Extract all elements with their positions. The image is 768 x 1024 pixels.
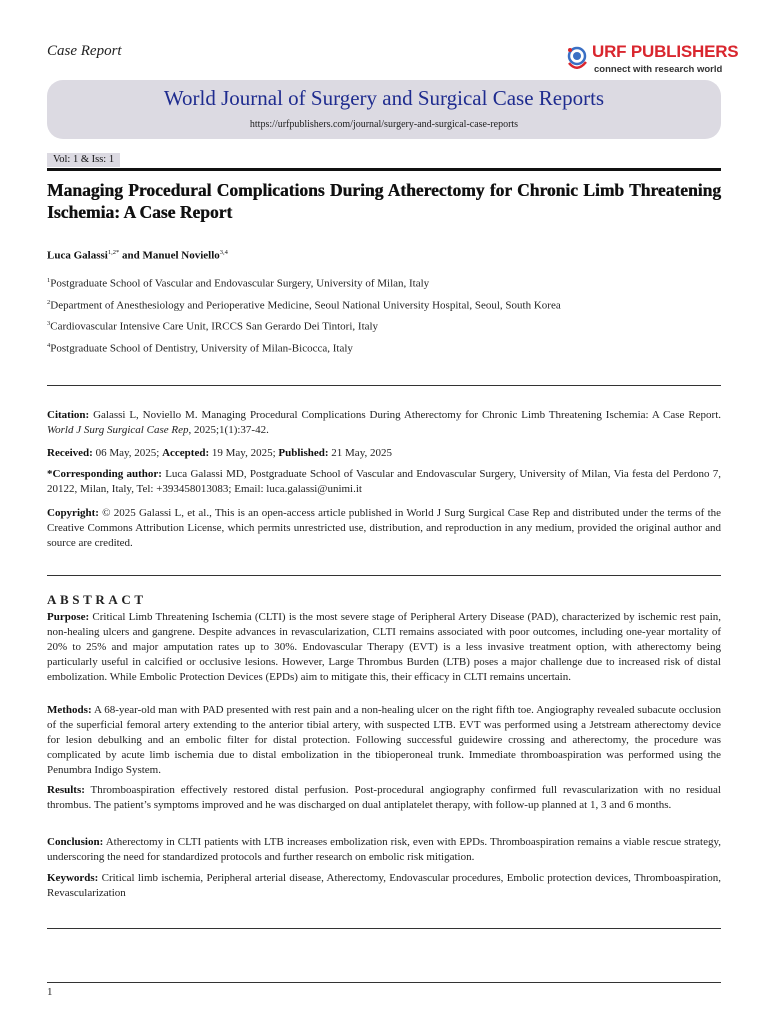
article-dates <box>47 446 721 461</box>
corresponding-author-label: *Corresponding author: <box>47 468 162 480</box>
abstract-methods <box>47 703 721 778</box>
abstract-purpose <box>47 610 721 685</box>
journal-url-link[interactable]: https://urfpublishers.com/journal/surgery-and-surgical-case-reports <box>249 119 519 130</box>
paper-title: Managing Procedural Complications During Atherectomy for Chronic Limb Threatening Ischemia: A Case Report <box>47 180 721 222</box>
affiliation-text: Postgraduate School of Dentistry, University of Milan-Bicocca, Italy <box>50 342 353 355</box>
keywords-text: Critical limb ischemia, Peripheral arterial disease, Atherectomy, Endovascular procedures, Embolic protection devices, Thromboaspiration, Revascularization <box>47 872 721 899</box>
header-divider <box>47 168 721 171</box>
section-divider <box>47 575 721 576</box>
affiliation-number: 3 <box>47 320 51 327</box>
published-date: 21 May, 2025 <box>331 447 392 459</box>
methods-text: A 68-year-old man with PAD presented with rest pain and a non-healing ulcer on the right fifth toe. Angiography revealed subacute occlusion of the superficial femoral artery extending to the anterior tibial artery, with suspected LTB. EVT was performed using a Jetstream atherectomy device for lesion debulking and an embolic filter for distal protection. Following successful guidewire crossing and atherectomy, the procedure was complicated by acute limb ischemia due to distal embolization in the tibioperoneal trunk. Immediate thromboaspiration was performed using the Penumbra Indigo System. <box>47 704 721 776</box>
conclusion-text: Atherectomy in CLTI patients with LTB increases embolization risk, even with EPDs. Thromboaspiration remains a viable rescue strategy, underscoring the need for standardized protocols and further research on embolic risk mitigation. <box>47 836 721 863</box>
conclusion-label: Conclusion: <box>47 836 104 848</box>
results-text: Thromboaspiration effectively restored distal perfusion. Post-procedural angiography confirmed full revascularization with no residual thrombus. The patient’s symptoms improved and he was discharged on dual antiplatelet therapy, with follow-up planned at 1, 3 and 6 months. <box>47 784 721 811</box>
copyright-text: © 2025 Galassi L, et al., This is an open-access article published in World J Surg Surgical Case Rep and distributed under the terms of the Creative Commons Attribution License, which permits unrestricted use, distribution, and reproduction in any medium, provided the original author and source are credited. <box>47 507 722 549</box>
abstract-keywords <box>47 871 721 901</box>
affiliation-text: Cardiovascular Intensive Care Unit, IRCCS San Gerardo Dei Tintori, Italy <box>50 320 379 333</box>
journal-title: World Journal of Surgery and Surgical Case Reports <box>163 86 605 110</box>
article-type-label: Case Report <box>47 43 122 59</box>
affiliation-item <box>47 299 561 312</box>
abstract-results <box>47 783 721 813</box>
affiliation-text: Department of Anesthesiology and Perioperative Medicine, Seoul National University Hospital, Seoul, South Korea <box>50 299 561 312</box>
copyright-label: Copyright: <box>47 507 99 519</box>
affiliation-item <box>47 277 429 290</box>
affiliation-item <box>47 320 378 333</box>
citation-journal: World J Surg Surgical Case Rep <box>47 424 189 436</box>
publisher-tagline: connect with research world <box>594 64 723 75</box>
author-name: Manuel Noviello <box>142 249 220 262</box>
accepted-date: 19 May, 2025; <box>211 447 276 459</box>
abstract-heading: ABSTRACT <box>47 592 147 607</box>
affiliation-item <box>47 342 353 355</box>
abstract-conclusion <box>47 835 721 865</box>
section-divider <box>47 385 721 386</box>
published-label: Published: <box>278 447 329 459</box>
affiliation-text: Postgraduate School of Vascular and Endovascular Surgery, University of Milan, Italy <box>50 277 430 290</box>
corresponding-author-text: Luca Galassi MD, Postgraduate School of Vascular and Endovascular Surgery, University of Milan, Via festa del Perdono 7, 20122, Milan, Italy, Tel: +393458013083; Email: luca.galassi@unimi.it <box>47 468 722 495</box>
footer-divider <box>47 982 721 983</box>
publisher-logo-icon <box>564 43 594 73</box>
author-name: Luca Galassi <box>47 249 108 262</box>
citation <box>47 408 721 438</box>
methods-label: Methods: <box>47 704 92 716</box>
purpose-label: Purpose: <box>47 611 90 623</box>
volume-issue-badge: Vol: 1 & Iss: 1 <box>47 153 120 167</box>
received-label: Received: <box>47 447 93 459</box>
page-number: 1 <box>47 986 53 998</box>
results-label: Results: <box>47 784 85 796</box>
author-joiner: and <box>119 249 143 262</box>
publisher-name: URF PUBLISHERS <box>592 42 739 61</box>
affiliation-number: 4 <box>47 342 51 349</box>
keywords-label: Keywords: <box>47 872 99 884</box>
affiliation-number: 1 <box>47 277 51 284</box>
purpose-text: Critical Limb Threatening Ischemia (CLTI) is the most severe stage of Peripheral Artery Disease (PAD), characterized by ischemic rest pain, non-healing ulcers and gangrene. Despite advances in revascularization, CLTI remains associated with poor outcomes, including one-year mortality of 20% to 25% and major amputation rates up to 30%. Endovascular Therapy (EVT) is a less invasive treatment option, with atherectomy being particularly useful in calcified or occlusive lesions. However, Large Thrombus Burden (LTB) poses a major challenge due to increased risk of distal embolization. While Embolic Protection Devices (EPDs) aim to mitigate this, their efficacy in CLTI remains uncertain. <box>47 611 722 683</box>
copyright-notice <box>47 506 721 551</box>
section-divider <box>47 928 721 929</box>
author-affiliation-marker: 3,4 <box>219 249 228 256</box>
journal-banner <box>47 80 721 139</box>
accepted-label: Accepted: <box>162 447 210 459</box>
citation-label: Citation: <box>47 409 90 421</box>
author-affiliation-marker: 1,2* <box>107 249 120 256</box>
citation-text: Galassi L, Noviello M. Managing Procedural Complications During Atherectomy for Chronic Limb Threatening Ischemia: A Case Report. <box>93 409 722 421</box>
affiliation-number: 2 <box>47 299 51 306</box>
received-date: 06 May, 2025; <box>95 447 160 459</box>
author-list <box>47 249 228 262</box>
corresponding-author <box>47 467 721 497</box>
citation-reference: , 2025;1(1):37-42. <box>188 424 269 436</box>
publisher-logo[interactable] <box>564 42 739 78</box>
